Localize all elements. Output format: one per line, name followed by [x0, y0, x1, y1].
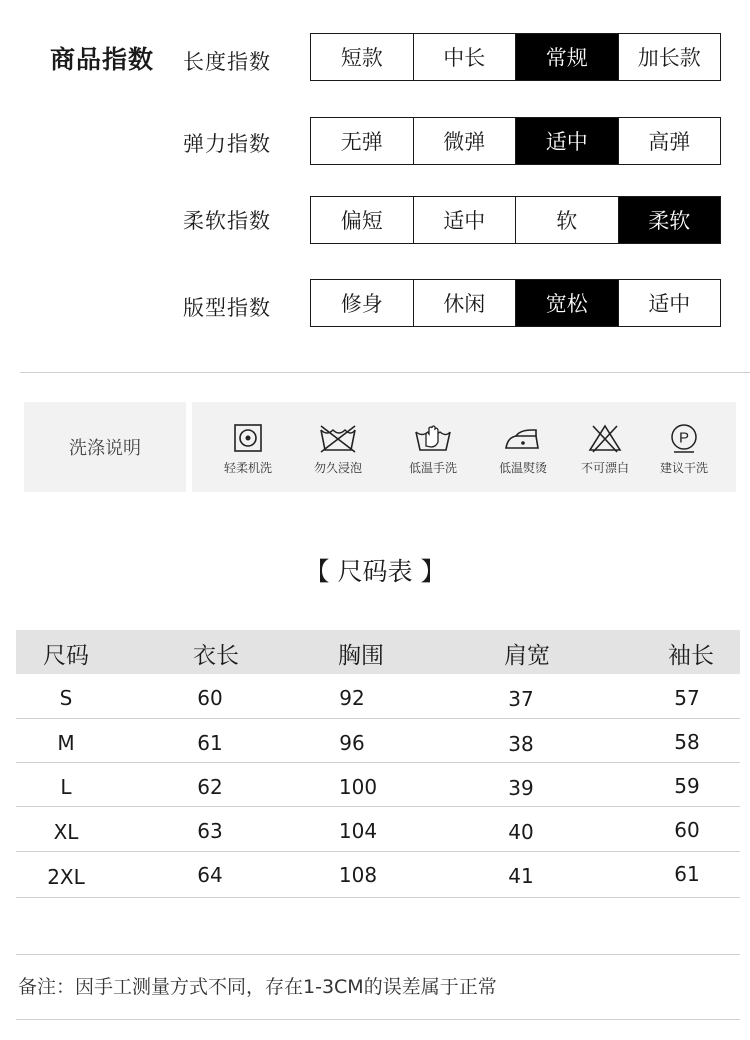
scale-option: 适中	[618, 280, 721, 326]
table-cell: 2XL	[47, 865, 85, 889]
row-divider	[16, 897, 740, 898]
scale-option-selected: 柔软	[618, 197, 721, 243]
washing-item-label: 不可漂白	[580, 461, 629, 475]
length-index-label: 长度指数	[183, 50, 271, 74]
table-cell: 41	[508, 864, 534, 888]
softness-index-scale	[310, 196, 721, 244]
table-cell: 96	[339, 731, 365, 755]
fit-index-scale	[310, 279, 721, 327]
row-divider	[16, 718, 740, 719]
col-header-length: 衣长	[193, 643, 239, 669]
table-cell: 57	[674, 686, 700, 710]
col-header-sleeve: 袖长	[668, 643, 714, 669]
scale-option-selected: 宽松	[515, 280, 618, 326]
table-cell: 104	[338, 819, 378, 843]
scale-option: 修身	[340, 292, 383, 316]
hand-wash-low-temp-icon	[412, 422, 454, 454]
washing-item-label: 低温手洗	[408, 461, 457, 475]
table-cell: 38	[508, 732, 534, 756]
table-cell: 39	[508, 776, 534, 800]
scale-option: 无弹	[340, 130, 383, 154]
table-cell: 100	[338, 775, 378, 799]
no-soak-icon	[317, 422, 359, 454]
washing-item	[570, 422, 640, 476]
table-cell: L	[60, 775, 72, 799]
table-cell: 60	[674, 818, 700, 842]
scale-option: 高弹	[618, 118, 721, 164]
table-cell: 61	[197, 731, 223, 755]
scale-option: 适中	[413, 197, 516, 243]
table-cell: 61	[674, 862, 700, 886]
col-header-chest: 胸围	[338, 643, 384, 669]
washing-item-label: 低温熨烫	[498, 461, 547, 475]
scale-option-selected: 适中	[515, 118, 618, 164]
table-cell: XL	[53, 820, 79, 844]
dry-clean-icon	[666, 422, 702, 454]
table-cell: 62	[197, 775, 223, 799]
col-header-size: 尺码	[43, 643, 89, 669]
washing-item	[649, 422, 719, 476]
row-divider	[16, 851, 740, 852]
softness-index-label: 柔软指数	[183, 209, 271, 233]
size-chart-title: 【 尺码表 】	[304, 557, 446, 586]
scale-option: 软	[515, 197, 618, 243]
washing-title: 洗涤说明	[24, 402, 186, 492]
washing-item-label: 勿久浸泡	[313, 461, 362, 475]
table-cell: 60	[197, 686, 223, 710]
table-cell: 40	[508, 820, 534, 844]
length-index-scale	[310, 33, 721, 81]
table-cell: S	[59, 686, 73, 710]
scale-option: 短款	[340, 46, 383, 70]
washing-item	[213, 422, 283, 476]
svg-text:P: P	[678, 429, 690, 447]
section-title: 商品指数	[50, 45, 155, 74]
divider	[16, 1019, 740, 1020]
table-cell: M	[57, 731, 75, 755]
washing-item	[488, 422, 558, 476]
washing-icons-panel	[192, 402, 736, 492]
washing-item-label: 轻柔机洗	[223, 461, 272, 475]
row-divider	[16, 762, 740, 763]
table-cell: 59	[674, 774, 700, 798]
col-header-shoulder: 肩宽	[504, 643, 550, 669]
washing-item	[398, 422, 468, 476]
scale-option: 微弹	[413, 118, 516, 164]
washing-item-label: 建议干洗	[659, 461, 708, 475]
scale-option: 中长	[413, 34, 516, 80]
divider	[20, 372, 750, 373]
elasticity-index-scale	[310, 117, 721, 165]
scale-option: 加长款	[618, 34, 721, 80]
table-cell: 37	[508, 687, 534, 711]
washing-item	[303, 422, 373, 476]
table-cell: 64	[197, 863, 223, 887]
low-temp-iron-icon	[502, 422, 544, 454]
table-cell: 58	[674, 730, 700, 754]
table-cell: 108	[338, 863, 378, 887]
gentle-machine-wash-icon	[232, 422, 264, 454]
fit-index-label: 版型指数	[183, 296, 271, 320]
scale-option: 休闲	[413, 280, 516, 326]
elasticity-index-label: 弹力指数	[183, 132, 271, 156]
table-cell: 92	[339, 686, 365, 710]
do-not-bleach-icon	[587, 422, 623, 454]
scale-option: 偏短	[340, 209, 383, 233]
row-divider	[16, 806, 740, 807]
scale-option-selected: 常规	[515, 34, 618, 80]
divider	[16, 954, 740, 955]
table-cell: 63	[197, 819, 223, 843]
measurement-note: 备注：因手工测量方式不同，存在1-3CM的误差属于正常	[18, 976, 497, 998]
